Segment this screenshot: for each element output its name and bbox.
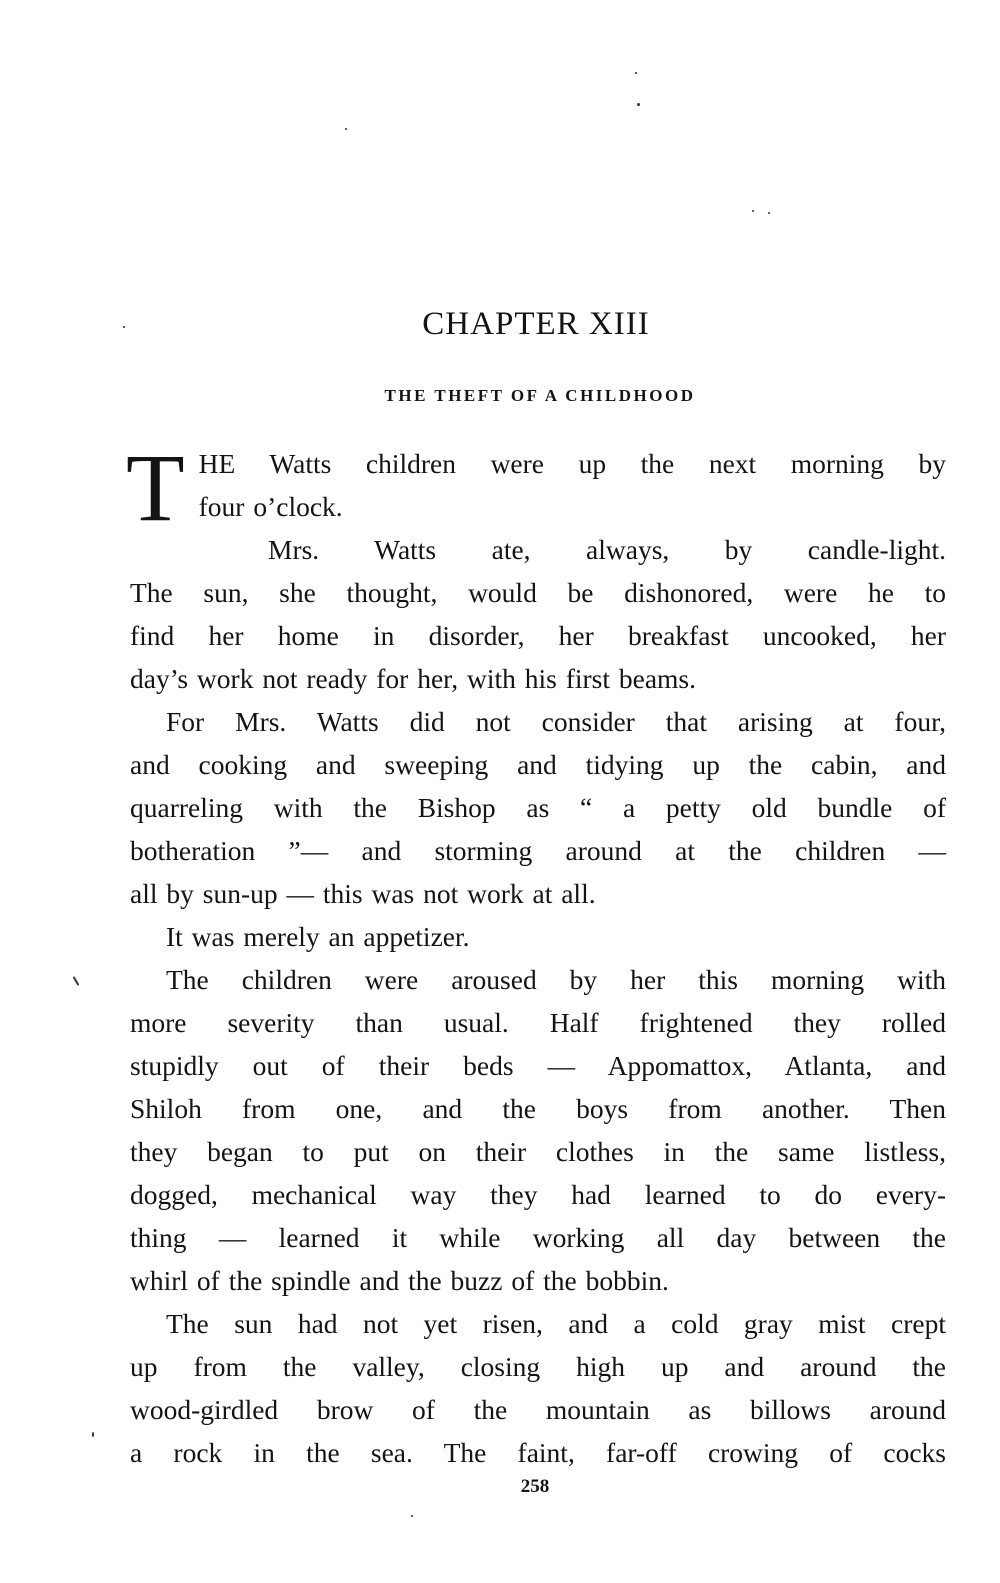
text-line: The children were aroused by her this morning with — [166, 964, 946, 995]
chapter-body — [126, 434, 946, 1474]
chapter-subtitle: THE THEFT OF A CHILDHOOD — [384, 386, 696, 405]
scan-speck — [123, 326, 125, 328]
text-line: dogged, mechanical way they had learned to do every- — [130, 1179, 946, 1210]
text-line: Mrs. Watts ate, always, by candle-light. — [268, 534, 946, 565]
text-line: wood-girdled brow of the mountain as billows around — [130, 1394, 946, 1425]
scan-speck — [345, 128, 347, 130]
text-line: thing — learned it while working all day between the — [130, 1222, 946, 1253]
paragraph — [130, 528, 946, 700]
text-line: whirl of the spindle and the buzz of the bobbin. — [130, 1265, 669, 1296]
text-line: a rock in the sea. The faint, far-off crowing of cocks — [130, 1437, 946, 1468]
page-number: 258 — [520, 1476, 550, 1497]
text-line: HE Watts children were up the next morning by — [198, 448, 946, 479]
text-line: The sun, she thought, would be dishonored, were he to — [130, 577, 946, 608]
paragraph — [130, 1302, 946, 1474]
chapter-title: CHAPTER XIII — [422, 306, 650, 342]
text-line: find her home in disorder, her breakfast uncooked, her — [130, 620, 946, 651]
scan-speck — [73, 976, 80, 986]
paragraph — [130, 915, 946, 958]
text-line: For Mrs. Watts did not consider that arising at four, — [166, 706, 946, 737]
text-line: and cooking and sweeping and tidying up the cabin, and — [130, 749, 946, 780]
text-line: day’s work not ready for her, with his first beams. — [130, 663, 697, 694]
opening-paragraph — [126, 434, 946, 541]
scan-speck — [411, 1515, 413, 1517]
text-line: all by sun-up — this was not work at all. — [130, 878, 596, 909]
scan-speck — [752, 210, 754, 212]
scan-speck — [635, 72, 637, 74]
text-line: stupidly out of their beds — Appomattox, Atlanta, and — [130, 1050, 946, 1081]
scan-speck — [768, 212, 770, 214]
text-line: they began to put on their clothes in the same listless, — [130, 1136, 946, 1167]
text-line: botheration ”— and storming around at the children — — [130, 835, 946, 866]
text-line: up from the valley, closing high up and around the — [130, 1351, 946, 1382]
scan-speck — [92, 1432, 94, 1437]
drop-cap: T — [126, 434, 185, 541]
text-line: more severity than usual. Half frightened they rolled — [130, 1007, 946, 1038]
paragraph — [130, 700, 946, 915]
scan-speck — [637, 103, 640, 106]
text-line: It was merely an appetizer. — [166, 921, 470, 952]
text-line: quarreling with the Bishop as “ a petty old bundle of — [130, 792, 946, 823]
text-line: The sun had not yet risen, and a cold gray mist crept — [166, 1308, 946, 1339]
text-line: four o’clock. — [198, 491, 343, 522]
text-line: Shiloh from one, and the boys from another. Then — [130, 1093, 946, 1124]
paragraph — [130, 958, 946, 1302]
